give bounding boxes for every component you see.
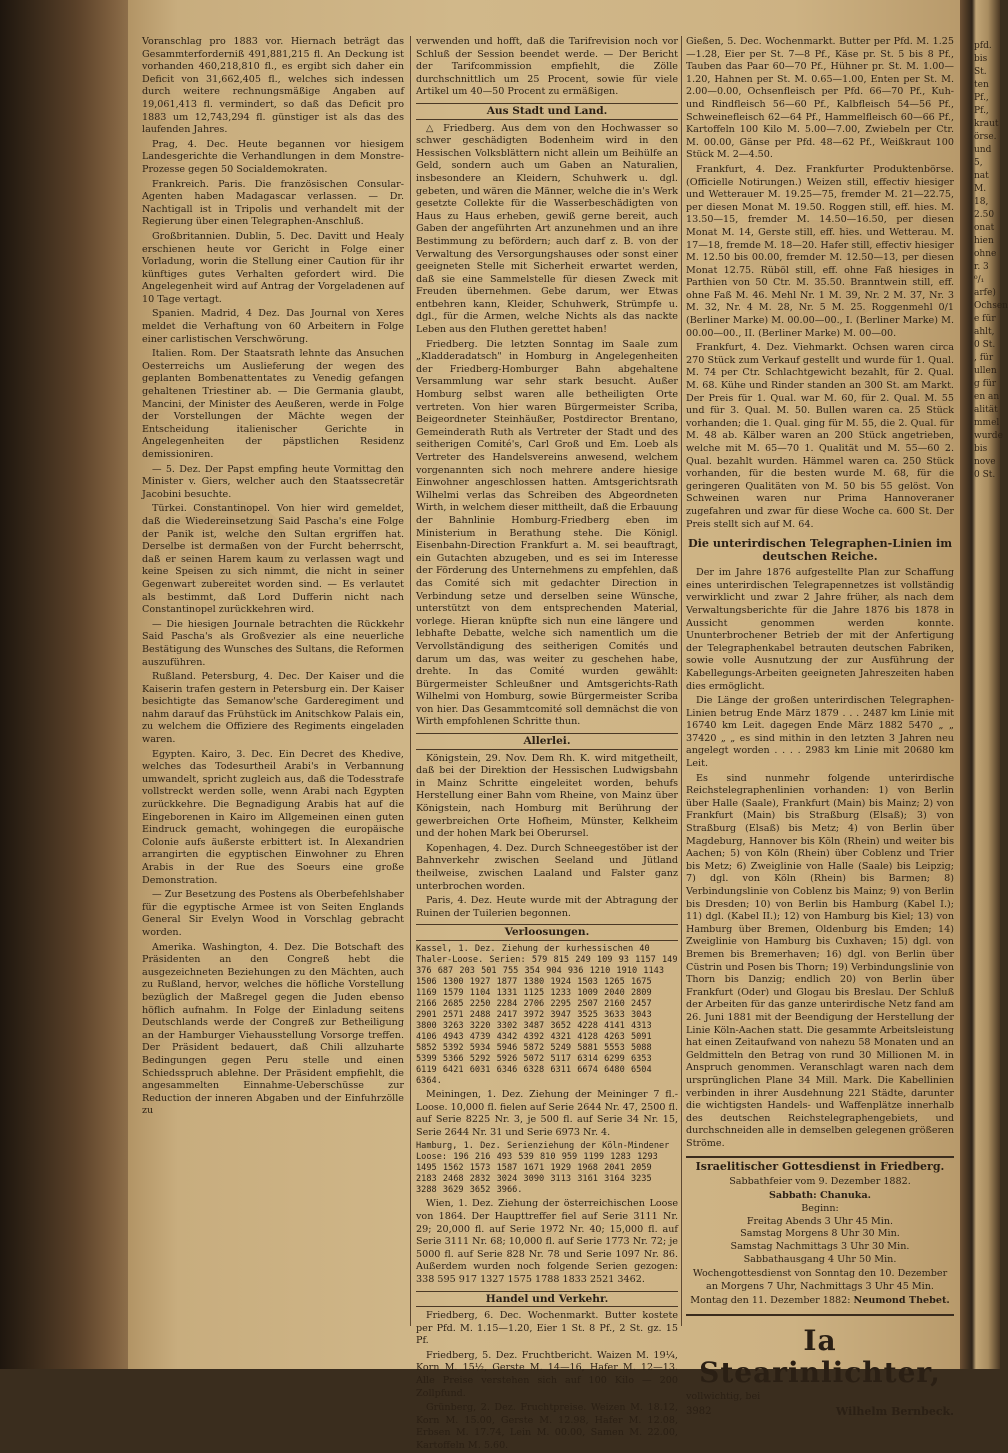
- edge-fragment: en an: [974, 392, 1000, 402]
- edge-fragment: 18,: [974, 197, 989, 207]
- edge-fragment: alität: [974, 405, 998, 415]
- edge-fragment: 0 St.: [974, 340, 996, 350]
- notice-monday: [686, 1295, 954, 1308]
- column-rule: [681, 36, 682, 1326]
- paragraph: Voranschlag pro 1883 vor. Hiernach beträgt das Gesammterforderniß 491,881,215 fl. An Deckung ist vorhanden 460,218,810 fl., es ergibt sich daher ein Deficit von 31,662,405 fl., welches sich indessen durch weitere rechnungsmäßige Angaben auf 19,061,413 fl. vermindert, so daß das Deficit pro 1883 um 12,743,294 fl. günstiger ist als das des laufenden Jahres.: [142, 36, 404, 136]
- paragraph: Es sind nunmehr folgende unterirdische Reichstelegraphenlinien vorhanden: 1) von Berlin über Halle (Saale), Frankfurt (Main) bis Mainz; 2) von Frankfurt (Main) bis Straßburg (Elsaß); 3) von Straßburg (Elsaß) bis Metz; 4) von Berlin über Magdeburg, Hannover bis Köln (Rhein) und weiter bis Aachen; 5) von Köln (Rhein) über Coblenz und Trier bis Metz; 6) Zweiglinie von Halle (Saale) bis Leipzig; 7) dgl. von Köln (Rhein) bis Barmen; 8) Verbindungslinie von Coblenz bis Mainz; 9) von Berlin bis Dresden; 10) von Berlin bis Hamburg (Kabel I.); 11) dgl. (Kabel II.); 12) von Hamburg bis Kiel; 13) von Hamburg über Bremen, Oldenburg bis Emden; 14) Zweiglinie von Hamburg bis Cuxhaven; 15) dgl. von Bremen bis Bremerhaven; 16) dgl. von Berlin über Cüstrin und Posen bis Thorn; 19) Verbindungslinie von Thorn bis Danzig; endlich 20) von Berlin über Frankfurt (Oder) und Glogau bis Breslau. Der Schluß der Arbeiten für das ganze unterirdische Netz fand am 26. Juni 1881 mit der Beendigung der Herstellung der Linie Köln-Aachen statt. Die gesammte Arbeitsleistung hat einen Zeitaufwand von nahezu 58 Monaten und an Geldmitteln den Betrag von rund 30 Millionen M. in Anspruch genommen. Veranschlagt waren nach dem ursprünglichen Plane 34 Mill. Mark. Die Kabellinien verbinden in ihrer Ausdehnung 221 Städte, darunter die wichtigsten Handels- und Waffenplätze innerhalb des deutschen Reichstelegraphengebiets, und durchschneiden alle in demselben gelegenen größeren Ströme.: [686, 772, 954, 1149]
- edge-fragment: ten: [974, 80, 989, 90]
- edge-fragment: 2.50: [974, 210, 995, 220]
- edge-fragment: mmel: [974, 418, 1000, 428]
- adjacent-page-edge: [960, 0, 1008, 1369]
- paragraph: Spanien. Madrid, 4 Dez. Das Journal von Xeres meldet die Verhaftung von 60 Arbeitern in Folge einer carlistischen Verschwörung.: [142, 308, 404, 345]
- edge-fragment: , für: [974, 353, 994, 363]
- paragraph: Grünberg, 2. Dez. Fruchtpreise. Weizen M. 18.12, Korn M. 15.00, Gerste M. 12.98, Hafer M. 12.08, Erbsen M. 17.74, Lein M. 00.00, Samen M. 22.00, Kartoffeln M. 5.60.: [416, 1402, 678, 1452]
- paragraph: Großbritannien. Dublin, 5. Dec. Davitt und Healy erschienen heute vor Gericht in Folge einer Vorladung, worin die Stellung einer Caution für ihr künftiges gutes Verhalten gefordert wird. Die Angelegenheit wird auf Antrag der Vorgeladenen auf 10 Tage vertagt.: [142, 230, 404, 305]
- paragraph: Türkei. Constantinopel. Von hier wird gemeldet, daß die Wiedereinsetzung Said Pascha's eine Folge der Panik ist, welche den Sultan ergriffen hat. Derselbe ist dermaßen von der Furcht beherrscht, daß er seinen Harem kaum zu verlassen wagt und keine Speisen zu sich nimmt, die nicht in seiner Gegenwart zubereitet worden sind. — Es verlautet als bestimmt, daß Lord Dufferin nicht nach Constantinopel zurückkehren wird.: [142, 503, 404, 616]
- section-heading-misc: Allerlei.: [416, 733, 678, 750]
- paragraph: Friedberg, 5. Dez. Fruchtbericht. Waizen M. 19¼, Korn M. 15½, Gerste M. 14—16, Hafer M. 12—13. Alle Preise verstehen sich auf 100 Kilo — 200 Zollpfund.: [416, 1349, 678, 1399]
- notice-time: Sabbathausgang 4 Uhr 50 Min.: [743, 1253, 897, 1265]
- edge-fragment: ullen: [974, 366, 997, 376]
- book-binding: [0, 0, 128, 1369]
- notice-title: Israelitischer Gottesdienst in Friedberg.: [695, 1160, 945, 1174]
- edge-fragment: Ochsen: [974, 301, 1008, 311]
- notice-weekday: Wochengottesdienst von Sonntag den 10. Dezember an Morgens 7 Uhr, Nachmittags 3 Uhr 45 Min.: [692, 1268, 948, 1292]
- edge-fragment: St.: [974, 67, 987, 77]
- paragraph: Die Länge der großen unterirdischen Telegraphen-Linien betrug Ende März 1879 . . . 2487 km Linie mit 16740 km Leit. dagegen Ende März 1882 5470 „ „ 37420 „ „ es sind mithin in den letzten 3 Jahren neu angelegt worden . . . . 2983 km Linie mit 20680 km Leit.: [686, 695, 954, 770]
- paragraph: △ Friedberg. Aus dem von den Hochwasser so schwer geschädigten Bodenheim wird in den Hessischen Volksblättern nicht allein um Beihülfe an Geld, sondern auch um Gaben an Naturalien, insbesondere an Kleidern, Schuhwerk u. dgl. gebeten, und wären die Männer, welche die in's Werk gesetzte Collekte für die Wasserbeschädigten von Haus zu Haus erheben, gewiß gerne bereit, auch Gaben der angeführten Art anzunehmen und an ihre Bestimmung zu befördern; auch darf z. B. von der Verwaltung des Versorgungshauses oder sonst einer geeigneten Stelle mit Sicherheit erwartet werden, daß sie eine Sammelstelle für diesen Zweck mit Freuden übernehmen. Gebe darum, wer Etwas entbehren kann, Kleider, Schuhwerk, Strümpfe u. dgl., für die Armen, welche Nichts als das nackte Leben aus den Fluthen gerettet haben!: [416, 122, 678, 336]
- notice-time: Samstag Morgens 8 Uhr 30 Min.: [740, 1228, 900, 1240]
- edge-fragment: onat: [974, 223, 995, 233]
- ad-number: 3982: [686, 1405, 712, 1417]
- edge-fragment: örse.: [974, 132, 997, 142]
- paragraph: Friedberg, 6. Dec. Wochenmarkt. Butter kostete per Pfd. M. 1.15—1.20, Eier 1 St. 8 Pf., 2 St. gz. 15 Pf.: [416, 1310, 678, 1347]
- paragraph: Amerika. Washington, 4. Dez. Die Botschaft des Präsidenten an den Congreß hebt die ausgezeichneten Beziehungen zu den Mächten, auch zu Rußland, hervor, welches die höfliche Vorstellung bezüglich der Maßregel gegen die Juden ebenso höflich aufnahm. In Folge der Einladung seitens Deutschlands werde der Congreß zur Betheiligung an der Hamburger Viehausstellung Vorsorge treffen. Der Präsident bedauert, daß Chili allzuharte Bedingungen gegen Peru stelle und einen Schiedsspruch ablehne. Der Präsident empfiehlt, die angesammelten Einnahme-Ueberschüsse zur Reduction der inneren Abgaben und der Einfuhrzölle zu: [142, 941, 404, 1117]
- edge-fragment: nove: [974, 457, 996, 467]
- paragraph: verwenden und hofft, daß die Tarifrevision noch vor Schluß der Session beendet werde. — Der Bericht der Tarifcommission empfiehlt, die Zölle durchschnittlich um 25 Procent, sowie für viele Artikel um 40—50 Procent zu ermäßigen.: [416, 36, 678, 98]
- notice-begin: Beginn:: [801, 1203, 839, 1215]
- notice-time: Freitag Abends 3 Uhr 45 Min.: [746, 1215, 894, 1227]
- section-heading-lottery: Verloosungen.: [416, 924, 678, 941]
- ad-line: vollwichtig, bei: [686, 1391, 761, 1402]
- section-heading-trade: Handel und Verkehr.: [416, 1291, 678, 1308]
- edge-fragment: bis: [974, 54, 988, 64]
- paragraph: Italien. Rom. Der Staatsrath lehnte das Ansuchen Oesterreichs um Auslieferung der wegen des geplanten Bombenattentates zu Venedig gefangen gehaltenen Triestiner ab. — Die Germania glaubt, Mancini, der Minister des Aeußeren, werde in Folge der Vorstellungen der Mächte wegen der Entscheidung italienischer Gerichte in Angelegenheiten der päpstlichen Residenz demissioniren.: [142, 348, 404, 460]
- edge-fragment: wurde: [974, 431, 1003, 441]
- column-politics: [142, 36, 404, 1346]
- lottery-meiningen: Meiningen, 1. Dez. Ziehung der Meininger 7 fl.-Loose. 10,000 fl. fielen auf Serie 2644 Nr. 47, 2500 fl. auf Serie 8225 Nr. 3, je 500 fl. auf Serie 34 Nr. 15, Serie 2644 Nr. 31 und Serie 6973 Nr. 4.: [416, 1088, 678, 1138]
- edge-fragment: und: [974, 145, 992, 155]
- paragraph: Kopenhagen, 4. Dez. Durch Schneegestöber ist der Bahnverkehr zwischen Seeland und Jütland theilweise, zwischen Laaland und Falster ganz unterbrochen worden.: [416, 842, 678, 892]
- paragraph: Rußland. Petersburg, 4. Dec. Der Kaiser und die Kaiserin trafen gestern in Petersburg ein. Der Kaiser besichtigte das Semanow'sche Garderegiment und nahm darauf das Frühstück im Anitschkow Palais ein, zu welchem die Offiziere des Regiments eingeladen waren.: [142, 671, 404, 746]
- paragraph: Friedberg. Die letzten Sonntag im Saale zum „Kladderadatsch" in Homburg in Angelegenheiten der Friedberg-Homburger Bahn abgehaltene Versammlung war sehr stark besucht. Außer Homburg selbst waren alle betheiligten Orte vertreten. Von hier waren Bürgermeister Scriba, Beigeordneter Steinhäußer, Postdirector Brentano, Gemeinderath Ruth als Vertreter der Stadt und des seitherigen Comité's, Carl Groß und Em. Loeb als Vertreter des Handelsvereins anwesend, welchem vorgenannten sich noch mehrere andere hiesige Einwohner angeschlossen hatten. Amtsgerichtsrath Wilhelmi verlas das Schreiben des Abgeordneten Wirth, in welchem dieser mittheilt, daß die Erbauung der Bahnlinie Homburg-Friedberg eben im Ministerium in Berathung stehe. Die Königl. Eisenbahn-Direction Frankfurt a. M. sei beauftragt, ein Gutachten abzugeben, und es sei im Interesse der Förderung des Unternehmens zu empfehlen, daß das Comité sich mit gedachter Direction in Verbindung setze und derselben seine Wünsche, unterstützt von dem entsprechenden Material, vorlege. Hieran knüpfte sich nun eine längere und lebhafte Debatte, welche sich namentlich um die Vervollständigung des seitherigen Comités und darum um das, was weiter zu geschehen habe, drehte. In das Comité wurden gewählt: Bürgermeister Schleußner und Amtsgerichts-Rath Wilhelmi von Homburg, sowie Bürgermeister Scriba von hier. Das Gesammtcomité soll demnächst die von Wirth empfohlenen Schritte thun.: [416, 338, 678, 728]
- ad-footer: [686, 1391, 954, 1404]
- edge-fragment: e für: [974, 314, 996, 324]
- paragraph: Frankreich. Paris. Die französischen Consular-Agenten haben Madagascar verlassen. — Dr. Nachtigall ist in Tripolis und verhandelt mit der Regierung über einen Telegraphen-Anschluß.: [142, 178, 404, 228]
- edge-fragment: kraut: [974, 119, 999, 129]
- paragraph: Königstein, 29. Nov. Dem Rh. K. wird mitgetheilt, daß bei der Direktion der Hessischen Ludwigsbahn in Mainz Schritte eingeleitet worden, behufs Herstellung einer Bahn vom Rheine, von Mainz über Königstein, nach Homburg mit Berührung der gewerbreichen Orte Hofheim, Münster, Kelkheim und der hohen Mark bei Oberursel.: [416, 752, 678, 840]
- paragraph: Der im Jahre 1876 aufgestellte Plan zur Schaffung eines unterirdischen Telegrapennetzes ist vollständig verwirklicht und zwar 2 Jahre früher, als nach dem Verwaltungsberichte für die Jahre 1876 bis 1878 in Aussicht genommen werden konnte. Ununterbrochener Betrieb der mit der Anfertigung der Telegraphenkabel betrauten deutschen Fabriken, sowie volle Ausnutzung der zur Ausführung der Kabellegungs-Arbeiten geeigneten Jahreszeiten haben dies ermöglicht.: [686, 567, 954, 692]
- edge-fragment: ohne: [974, 249, 997, 259]
- column-rule: [410, 36, 411, 1326]
- edge-fragment: nat: [974, 171, 989, 181]
- paragraph: Frankfurt, 4. Dez. Frankfurter Produktenbörse. (Officielle Notirungen.) Weizen still, effectiv hiesiger und Wetterauer M. 19.25—75, fremder M. 21—22.75, per diesen Monat M. 19.50. Roggen still, eff. hies. M. 13.50—15, fremder M. 14.50—16.50, per diesen Monat M. 14, Gerste still, eff. hies. und Wetterau. M. 17—18, fremde M. 18—20. Hafer still, effectiv hiesiger M. 12.50 bis 00.00, fremder M. 12.50—13, per diesen Monat 12.75. Rüböl still, eff. ohne Faß hiesiges in Parthien von 50 Ctr. M. 35.50. Branntwein still, eff. ohne Faß M. 46. Mehl Nr. 1 M. 39, Nr. 2 M. 37, Nr. 3 M. 32, Nr. 4 M. 28, Nr. 5 M. 25. Roggenmehl 0/1 (Berliner Marke) M. 00.00—00., I. (Berliner Marke) M. 00.00—00., II. (Berliner Marke) M. 00—00.: [686, 163, 954, 339]
- notice-time: Samstag Nachmittags 3 Uhr 30 Min.: [730, 1241, 910, 1253]
- paragraph: Egypten. Kairo, 3. Dec. Ein Decret des Khedive, welches das Todesurtheil Arabi's in Verbannung umwandelt, spricht zugleich aus, daß die Todesstrafe vollstreckt werden solle, wenn Arabi nach Egypten zurückkehre. Die Begnadigung Arabis hat auf die Eingeborenen in Kairo im Allgemeinen einen guten Eindruck gemacht, wohingegen die europäische Colonie aufs äußerste erbittert ist. In Alexandrien arrangirten die egyptischen Einwohner zu Ehren Arabis in der Rue des Soeurs eine große Demonstration.: [142, 748, 404, 886]
- notice-line: Sabbathfeier vom 9. Dezember 1882.: [729, 1176, 911, 1188]
- synagogue-notice: [686, 1156, 954, 1308]
- edge-fragment: hien: [974, 236, 994, 246]
- notice-monday-event: Neumond Thebet.: [853, 1295, 950, 1307]
- column-local-news: [416, 36, 678, 1452]
- edge-fragment: bis: [974, 444, 988, 454]
- lottery-wien: Wien, 1. Dez. Ziehung der österreichischen Loose von 1864. Der Haupttreffer fiel auf Serie 3111 Nr. 29; 20,000 fl. auf Serie 1972 Nr. 40; 15,000 fl. auf Serie 3111 Nr. 68; 10,000 fl. auf Serie 1773 Nr. 72; je 5000 fl. auf Serie 828 Nr. 78 und Serie 1097 Nr. 86. Außerdem wurden noch folgende Serien gezogen: 338 595 917 1327 1575 1788 1833 2521 3462.: [416, 1198, 678, 1285]
- edge-fragment: Pf.,: [974, 106, 989, 116]
- edge-fragment: 5,: [974, 158, 983, 168]
- notice-monday-date: Montag den 11. Dezember 1882:: [690, 1295, 851, 1307]
- paragraph: — Die hiesigen Journale betrachten die Rückkehr Said Pascha's als Großvezier als eine neuerliche Bestätigung des Wunsches des Sultans, die Reformen auszuführen.: [142, 618, 404, 668]
- paragraph: Gießen, 5. Dec. Wochenmarkt. Butter per Pfd. M. 1.25—1.28, Eier per St. 7—8 Pf., Käse pr. St. 5 bis 8 Pf., Tauben das Paar 60—70 Pf., Hühner pr. St. M. 1.00—1.20, Hahnen per St. M. 0.65—1.00, Enten per St. M. 2.00—0.00, Ochsenfleisch per Pfd. 66—70 Pf., Kuh- und Rindfleisch 56—60 Pf., Kalbfleisch 54—56 Pf., Schweinefleisch 62—64 Pf., Hammelfleisch 60—66 Pf., Kartoffeln 100 Kilo M. 5.00—7.00, Zwiebeln per Ctr. M. 00.00, Gänse per Pfd. 48—62 Pf., Weißkraut 100 Stück M. 2—4.50.: [686, 36, 954, 161]
- edge-fragment: arfe): [974, 288, 996, 298]
- notice-sabbath: Sabbath: Chanuka.: [768, 1189, 872, 1201]
- section-heading-telegraph: Die unterirdischen Telegraphen-Linien im deutschen Reiche.: [687, 536, 953, 564]
- column-markets: [686, 36, 954, 1418]
- paragraph: Frankfurt, 4. Dez. Viehmarkt. Ochsen waren circa 270 Stück zum Verkauf gestellt und wurde für 1. Qual. M. 74 per Ctr. Schlachtgewicht bezahlt, für 2. Qual. M. 68. Kühe und Rinder standen an 300 St. am Markt. Der Preis für 1. Qual. war M. 60, für 2. Qual. M. 55 und für 3. Qual. M. 50. Bullen waren ca. 25 Stück vorhanden; die 1. Qual. ging für M. 55, die 2. Qual. für M. 48 ab. Kälber waren an 200 Stück angetrieben, welche mit M. 65—70 1. Qualität und M. 55—60 2. Qual. bezahlt wurden. Hämmel waren ca. 250 Stück vorhanden, für die besten wurde M. 68, für die geringeren Qualitäten von M. 50 bis 55 gelöst. Von Schweinen waren nur Prima Hannoveraner zugefahren und zwar für diese Woche ca. 600 St. Der Preis stellt sich auf M. 64.: [686, 342, 954, 530]
- paragraph: Prag, 4. Dec. Heute begannen vor hiesigem Landesgerichte die Verhandlungen in dem Monstre-Prozesse gegen 50 Socialdemokraten.: [142, 138, 404, 175]
- edge-fragment: ⁰/₁: [974, 275, 985, 285]
- edge-fragment: 0 St.: [974, 470, 996, 480]
- lottery-hamburg: Hamburg, 1. Dez. Serienziehung der Köln-Mindener Loose: 196 216 493 539 810 959 1199 1283 1293 1495 1562 1573 1587 1671 1929 1968 2041 2059 2183 2468 2832 3024 3090 3113 3161 3164 3235 3288 3629 3652 3966.: [416, 1141, 670, 1196]
- candle-advertisement: [686, 1314, 954, 1418]
- edge-fragment: pfd.: [974, 41, 992, 51]
- ad-headline: Ia Stearinlichter,: [699, 1324, 941, 1389]
- edge-fragment: Pf.,: [974, 93, 989, 103]
- edge-fragment: r. 3: [974, 262, 989, 272]
- section-heading-local: Aus Stadt und Land.: [416, 103, 678, 120]
- paragraph: — Zur Besetzung des Postens als Oberbefehlshaber für die egyptische Armee ist von Seiten Englands General Sir Evelyn Wood in Vorschlag gebracht worden.: [142, 889, 404, 938]
- edge-fragment: g für: [974, 379, 997, 389]
- ad-footer-2: [686, 1406, 954, 1419]
- lottery-kassel: Kassel, 1. Dez. Ziehung der kurhessischen 40 Thaler-Loose. Serien: 579 815 249 109 93 1157 149 376 687 203 501 755 354 904 936 1210 1910 1143 1506 1300 1927 1877 1380 1924 1503 1265 1675 1169 1579 1104 1331 1125 1233 1009 2040 2809 2166 2685 2250 2284 2706 2295 2507 2160 2457 2901 2571 2488 2417 3972 3947 3525 3633 3043 3800 3263 3220 3302 3487 3652 4228 4141 4313 4106 4943 4739 4342 4392 4321 4128 4263 5091 5852 5392 5934 5946 5872 5249 5881 5553 5088 5399 5366 5292 5926 5072 5117 6314 6299 6353 6119 6421 6031 6346 6328 6311 6674 6480 6504 6364.: [416, 943, 678, 1086]
- paragraph: — 5. Dez. Der Papst empfing heute Vormittag den Minister v. Giers, welcher auch den Staatssecretär Jacobini besuchte.: [142, 463, 404, 500]
- ad-merchant: Wilhelm Bernbeck.: [835, 1404, 954, 1418]
- paragraph: Paris, 4. Dez. Heute wurde mit der Abtragung der Ruinen der Tuilerien begonnen.: [416, 895, 678, 919]
- edge-fragment: M.: [974, 184, 987, 194]
- edge-fragment: ahlt,: [974, 327, 995, 337]
